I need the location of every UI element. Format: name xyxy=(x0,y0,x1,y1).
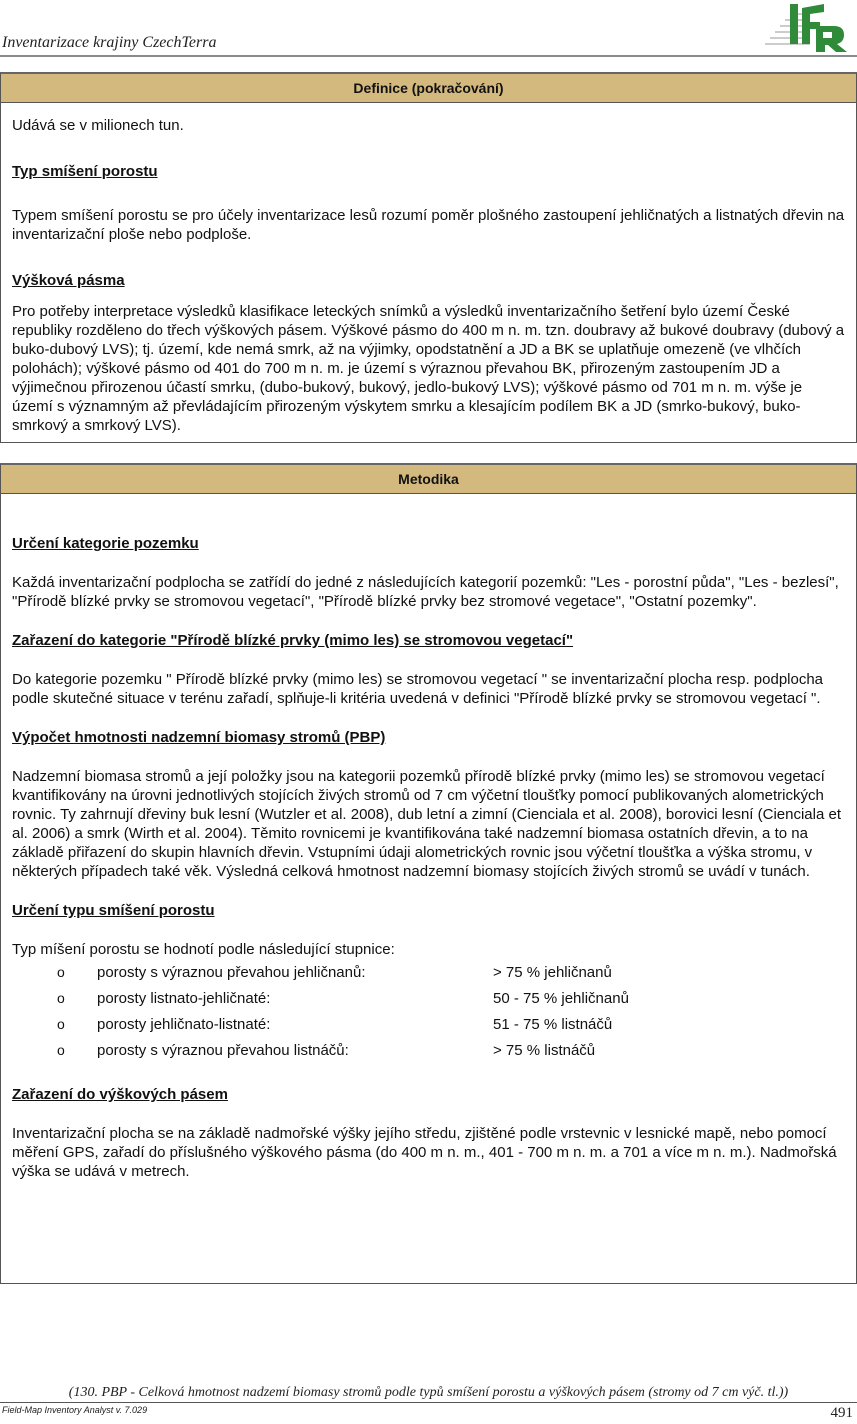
section-text: Do kategorie pozemku " Přírodě blízké prvky (mimo les) se stromovou vegetací " se inventarizační plocha resp. podplocha podle skutečné situace v terénu zařadí, splňuje-li kritéria uvedená v definici "Přírodě blízké prvky se stromovou vegetací ". xyxy=(12,671,824,707)
footer-divider xyxy=(0,1402,857,1403)
header-divider xyxy=(0,55,857,57)
section-text: Nadzemní biomasa stromů a její položky jsou na kategorii pozemků přírodě blízké prvky (mimo les) se stromovou vegetací kvantifikovány na úrovni jednotlivých stojících živých stromů od 7 cm výčetní tloušťky pomocí publikovaných alometrických rovnic. Ty zahrnují dřeviny buk lesní (Wutzler et al. 2008), dub letní a zimní (Cienciala et al. 2008), borovici lesní (Cienciala et al. 2006) a smrk (Wirth et al. 2004). Těmito rovnicemi je kvantifikována také nadzemní biomasa ostatních dřevin, a to na základě přiřazení do skupin hlavních dřevin. Vstupními údaji alometrických rovnic jsou výčetní tloušťka a výška stromu, v některých případech také věk. Výsledná celková hmotnost nadzemní biomasy stojících živých stromů se uvádí v tunách. xyxy=(12,768,842,880)
list-item xyxy=(12,1011,845,1037)
list-item-label: porosty listnato-jehličnaté: xyxy=(97,989,271,1007)
section-title: Určení typu smíšení porostu xyxy=(12,902,215,919)
list-item-value: 50 - 75 % jehličnanů xyxy=(493,989,629,1007)
section-title: Zařazení do kategorie "Přírodě blízké prvky (mimo les) se stromovou vegetací" xyxy=(12,632,574,649)
list-item-label: porosty s výraznou převahou jehličnanů: xyxy=(97,963,366,981)
section-title: Zařazení do výškových pásem xyxy=(12,1086,228,1103)
page-number: 491 xyxy=(830,1405,853,1421)
intro-text: Udává se v milionech tun. xyxy=(12,117,184,134)
definitions-panel xyxy=(0,72,857,443)
bullet-icon: o xyxy=(57,1015,65,1032)
mixing-scale-list xyxy=(12,959,845,1063)
list-item-value: > 75 % listnáčů xyxy=(493,1041,596,1059)
section-text: Typem smíšení porostu se pro účely inventarizace lesů rozumí poměr plošného zastoupení jehličnatých a listnatých dřevin na inventarizační ploše nebo podploše. xyxy=(12,207,845,243)
panel-heading: Metodika xyxy=(1,465,856,494)
section-text: Každá inventarizační podplocha se zatřídí do jedné z následujících kategorií pozemků: "Les - porostní půda", "Les - bezlesí", "Přírodě blízké prvky se stromovou vegetací", "Přírodě blízké prvky bez stromové vegetace", "Ostatní pozemky". xyxy=(12,574,839,610)
bullet-icon: o xyxy=(57,963,65,980)
section-text: Inventarizační plocha se na základě nadmořské výšky jejího středu, zjištěné podle vrstevnic v lesnické mapě, nebo pomocí měření GPS, zařadí do příslušného výškového pásma (do 400 m n. m., 401 - 700 m n. m. a 701 a více m n. m.). Nadmořská výška se udává v metrech. xyxy=(12,1125,837,1180)
list-item xyxy=(12,959,845,985)
ifer-logo-icon xyxy=(760,2,854,52)
software-version: Field-Map Inventory Analyst v. 7.029 xyxy=(2,1405,148,1415)
document-header-title: Inventarizace krajiny CzechTerra xyxy=(2,34,217,51)
section-title: Výpočet hmotnosti nadzemní biomasy stromů (PBP) xyxy=(12,729,386,746)
list-item xyxy=(12,985,845,1011)
bullet-icon: o xyxy=(57,1041,65,1058)
list-item-value: 51 - 75 % listnáčů xyxy=(493,1015,613,1033)
list-item-label: porosty s výraznou převahou listnáčů: xyxy=(97,1041,349,1059)
section-title: Typ smíšení porostu xyxy=(12,163,158,180)
table-caption: (130. PBP - Celková hmotnost nadzemí biomasy stromů podle typů smíšení porostu a výškových pásem (stromy od 7 cm výč. tl.)) xyxy=(68,1385,789,1400)
list-item-label: porosty jehličnato-listnaté: xyxy=(97,1015,271,1033)
list-item-value: > 75 % jehličnanů xyxy=(493,963,612,981)
section-title: Výšková pásma xyxy=(12,272,125,289)
methodology-panel xyxy=(0,463,857,1284)
section-title: Určení kategorie pozemku xyxy=(12,535,199,552)
bullet-icon: o xyxy=(57,989,65,1006)
list-item xyxy=(12,1037,845,1063)
section-text: Pro potřeby interpretace výsledků klasifikace leteckých snímků a výsledků inventarizačního šetření bylo území České republiky rozděleno do třech výškových pásem. Výškové pásmo do 400 m n. m. tzn. doubravy až bukové doubravy (dubový a buko-dubový LVS); tj. území, kde nemá smrk, až na výjimky, opodstatnění a JD a BK se uplatňuje omezeně (ve vlhčích polohách); výškové pásmo od 401 do 700 m n. m. je území s výraznou převahou BK, přirozeným zastoupením JD a výjimečnou přirozenou účastí smrku, (dubo-bukový, bukový, jedlo-bukový LVS); výškové pásmo od 701 m n. m. výše je území s významným až převládajícím přirozeným výskytem smrku a klesajícím podílem BK a JD (smrko-bukový, buko-smrkový a smrkový LVS). xyxy=(12,303,845,434)
section-text: Typ míšení porostu se hodnotí podle následující stupnice: xyxy=(12,941,395,958)
panel-heading: Definice (pokračování) xyxy=(1,74,856,103)
